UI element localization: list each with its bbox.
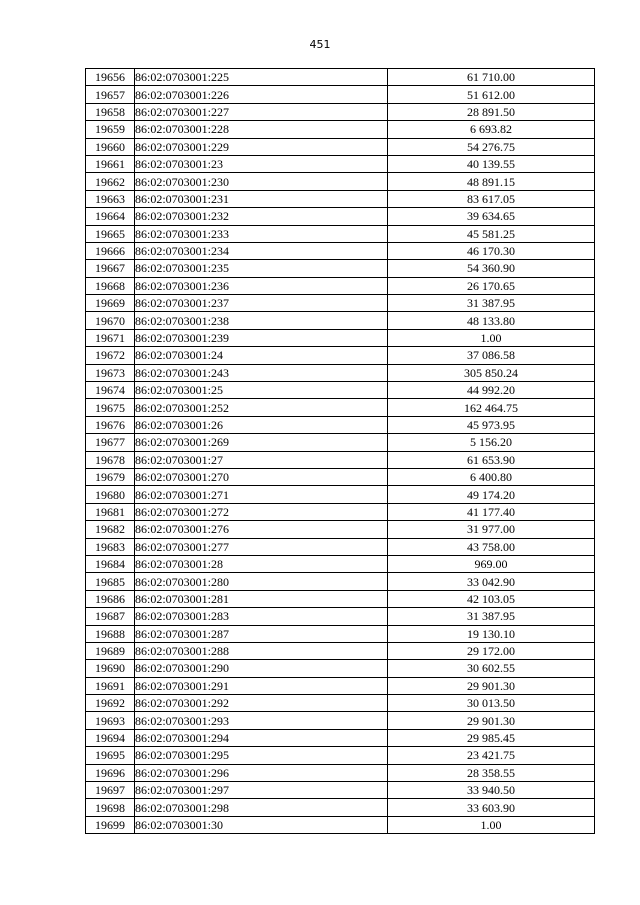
cadastral-number-cell: 86:02:0703001:236 xyxy=(135,277,388,294)
table-row xyxy=(86,416,595,433)
row-number-cell: 19674 xyxy=(86,382,135,399)
table-row xyxy=(86,364,595,381)
table-row xyxy=(86,242,595,259)
row-number-cell: 19661 xyxy=(86,155,135,172)
row-number-cell: 19680 xyxy=(86,486,135,503)
cadastral-number-cell: 86:02:0703001:270 xyxy=(135,468,388,485)
table-row xyxy=(86,382,595,399)
table-row xyxy=(86,521,595,538)
table-row xyxy=(86,468,595,485)
value-cell: 51 612.00 xyxy=(388,86,595,103)
row-number-cell: 19697 xyxy=(86,782,135,799)
row-number-cell: 19681 xyxy=(86,503,135,520)
cadastral-number-cell: 86:02:0703001:298 xyxy=(135,799,388,816)
cadastral-number-cell: 86:02:0703001:277 xyxy=(135,538,388,555)
value-cell: 29 901.30 xyxy=(388,677,595,694)
table-row xyxy=(86,573,595,590)
value-cell: 45 973.95 xyxy=(388,416,595,433)
table-row xyxy=(86,225,595,242)
table-row xyxy=(86,642,595,659)
value-cell: 83 617.05 xyxy=(388,190,595,207)
row-number-cell: 19683 xyxy=(86,538,135,555)
table-row xyxy=(86,764,595,781)
value-cell: 162 464.75 xyxy=(388,399,595,416)
cadastral-number-cell: 86:02:0703001:296 xyxy=(135,764,388,781)
cadastral-number-cell: 86:02:0703001:292 xyxy=(135,695,388,712)
value-cell: 48 891.15 xyxy=(388,173,595,190)
row-number-cell: 19678 xyxy=(86,451,135,468)
value-cell: 54 360.90 xyxy=(388,260,595,277)
value-cell: 48 133.80 xyxy=(388,312,595,329)
cadastral-number-cell: 86:02:0703001:269 xyxy=(135,434,388,451)
value-cell: 969.00 xyxy=(388,555,595,572)
row-number-cell: 19660 xyxy=(86,138,135,155)
value-cell: 33 042.90 xyxy=(388,573,595,590)
value-cell: 54 276.75 xyxy=(388,138,595,155)
value-cell: 33 940.50 xyxy=(388,782,595,799)
table-row xyxy=(86,816,595,833)
row-number-cell: 19671 xyxy=(86,329,135,346)
value-cell: 49 174.20 xyxy=(388,486,595,503)
cadastral-number-cell: 86:02:0703001:294 xyxy=(135,729,388,746)
row-number-cell: 19668 xyxy=(86,277,135,294)
table-row xyxy=(86,347,595,364)
table-row xyxy=(86,451,595,468)
value-cell: 31 387.95 xyxy=(388,295,595,312)
value-cell: 23 421.75 xyxy=(388,747,595,764)
row-number-cell: 19695 xyxy=(86,747,135,764)
table-row xyxy=(86,260,595,277)
table-row xyxy=(86,503,595,520)
cadastral-number-cell: 86:02:0703001:293 xyxy=(135,712,388,729)
cadastral-number-cell: 86:02:0703001:252 xyxy=(135,399,388,416)
table-row xyxy=(86,747,595,764)
row-number-cell: 19656 xyxy=(86,69,135,86)
row-number-cell: 19698 xyxy=(86,799,135,816)
value-cell: 29 172.00 xyxy=(388,642,595,659)
value-cell: 30 013.50 xyxy=(388,695,595,712)
value-cell: 305 850.24 xyxy=(388,364,595,381)
value-cell: 28 358.55 xyxy=(388,764,595,781)
row-number-cell: 19689 xyxy=(86,642,135,659)
value-cell: 26 170.65 xyxy=(388,277,595,294)
cadastral-number-cell: 86:02:0703001:288 xyxy=(135,642,388,659)
table-row xyxy=(86,295,595,312)
table-row xyxy=(86,312,595,329)
value-cell: 6 400.80 xyxy=(388,468,595,485)
cadastral-number-cell: 86:02:0703001:28 xyxy=(135,555,388,572)
row-number-cell: 19690 xyxy=(86,660,135,677)
cadastral-number-cell: 86:02:0703001:276 xyxy=(135,521,388,538)
table-row xyxy=(86,399,595,416)
cadastral-number-cell: 86:02:0703001:290 xyxy=(135,660,388,677)
table-body xyxy=(86,69,595,834)
table-row xyxy=(86,695,595,712)
table-row xyxy=(86,608,595,625)
cadastral-number-cell: 86:02:0703001:23 xyxy=(135,155,388,172)
data-table xyxy=(85,68,595,834)
row-number-cell: 19677 xyxy=(86,434,135,451)
value-cell: 31 387.95 xyxy=(388,608,595,625)
cadastral-number-cell: 86:02:0703001:227 xyxy=(135,103,388,120)
row-number-cell: 19663 xyxy=(86,190,135,207)
table-row xyxy=(86,155,595,172)
value-cell: 45 581.25 xyxy=(388,225,595,242)
row-number-cell: 19659 xyxy=(86,121,135,138)
cadastral-number-cell: 86:02:0703001:225 xyxy=(135,69,388,86)
value-cell: 61 710.00 xyxy=(388,69,595,86)
table-row xyxy=(86,69,595,86)
page-number: 451 xyxy=(309,38,331,51)
row-number-cell: 19664 xyxy=(86,208,135,225)
row-number-cell: 19699 xyxy=(86,816,135,833)
cadastral-number-cell: 86:02:0703001:30 xyxy=(135,816,388,833)
value-cell: 44 992.20 xyxy=(388,382,595,399)
cadastral-number-cell: 86:02:0703001:26 xyxy=(135,416,388,433)
table-row xyxy=(86,329,595,346)
row-number-cell: 19694 xyxy=(86,729,135,746)
value-cell: 29 985.45 xyxy=(388,729,595,746)
value-cell: 43 758.00 xyxy=(388,538,595,555)
table-row xyxy=(86,208,595,225)
row-number-cell: 19667 xyxy=(86,260,135,277)
value-cell: 33 603.90 xyxy=(388,799,595,816)
table-row xyxy=(86,190,595,207)
value-cell: 61 653.90 xyxy=(388,451,595,468)
row-number-cell: 19670 xyxy=(86,312,135,329)
row-number-cell: 19688 xyxy=(86,625,135,642)
table-row xyxy=(86,138,595,155)
row-number-cell: 19666 xyxy=(86,242,135,259)
table-row xyxy=(86,173,595,190)
row-number-cell: 19676 xyxy=(86,416,135,433)
table-row xyxy=(86,625,595,642)
cadastral-number-cell: 86:02:0703001:243 xyxy=(135,364,388,381)
cadastral-number-cell: 86:02:0703001:229 xyxy=(135,138,388,155)
table-row xyxy=(86,86,595,103)
row-number-cell: 19686 xyxy=(86,590,135,607)
value-cell: 40 139.55 xyxy=(388,155,595,172)
cadastral-number-cell: 86:02:0703001:232 xyxy=(135,208,388,225)
cadastral-number-cell: 86:02:0703001:295 xyxy=(135,747,388,764)
cadastral-number-cell: 86:02:0703001:235 xyxy=(135,260,388,277)
value-cell: 42 103.05 xyxy=(388,590,595,607)
value-cell: 46 170.30 xyxy=(388,242,595,259)
row-number-cell: 19665 xyxy=(86,225,135,242)
cadastral-number-cell: 86:02:0703001:27 xyxy=(135,451,388,468)
value-cell: 41 177.40 xyxy=(388,503,595,520)
table-row xyxy=(86,782,595,799)
row-number-cell: 19693 xyxy=(86,712,135,729)
cadastral-number-cell: 86:02:0703001:230 xyxy=(135,173,388,190)
value-cell: 1.00 xyxy=(388,816,595,833)
cadastral-number-cell: 86:02:0703001:239 xyxy=(135,329,388,346)
table-row xyxy=(86,712,595,729)
row-number-cell: 19669 xyxy=(86,295,135,312)
row-number-cell: 19675 xyxy=(86,399,135,416)
value-cell: 1.00 xyxy=(388,329,595,346)
row-number-cell: 19672 xyxy=(86,347,135,364)
row-number-cell: 19692 xyxy=(86,695,135,712)
cadastral-number-cell: 86:02:0703001:226 xyxy=(135,86,388,103)
table-row xyxy=(86,486,595,503)
row-number-cell: 19685 xyxy=(86,573,135,590)
cadastral-number-cell: 86:02:0703001:283 xyxy=(135,608,388,625)
cadastral-number-cell: 86:02:0703001:238 xyxy=(135,312,388,329)
row-number-cell: 19673 xyxy=(86,364,135,381)
cadastral-number-cell: 86:02:0703001:228 xyxy=(135,121,388,138)
table-row xyxy=(86,121,595,138)
value-cell: 39 634.65 xyxy=(388,208,595,225)
value-cell: 31 977.00 xyxy=(388,521,595,538)
row-number-cell: 19691 xyxy=(86,677,135,694)
row-number-cell: 19696 xyxy=(86,764,135,781)
table-row xyxy=(86,434,595,451)
row-number-cell: 19687 xyxy=(86,608,135,625)
cadastral-number-cell: 86:02:0703001:231 xyxy=(135,190,388,207)
value-cell: 5 156.20 xyxy=(388,434,595,451)
table-row xyxy=(86,799,595,816)
row-number-cell: 19684 xyxy=(86,555,135,572)
cadastral-number-cell: 86:02:0703001:234 xyxy=(135,242,388,259)
cadastral-number-cell: 86:02:0703001:271 xyxy=(135,486,388,503)
row-number-cell: 19662 xyxy=(86,173,135,190)
cadastral-number-cell: 86:02:0703001:291 xyxy=(135,677,388,694)
table-row xyxy=(86,660,595,677)
value-cell: 6 693.82 xyxy=(388,121,595,138)
cadastral-number-cell: 86:02:0703001:25 xyxy=(135,382,388,399)
cadastral-number-cell: 86:02:0703001:287 xyxy=(135,625,388,642)
cadastral-number-cell: 86:02:0703001:297 xyxy=(135,782,388,799)
table-row xyxy=(86,277,595,294)
cadastral-number-cell: 86:02:0703001:280 xyxy=(135,573,388,590)
cadastral-number-cell: 86:02:0703001:24 xyxy=(135,347,388,364)
cadastral-number-cell: 86:02:0703001:237 xyxy=(135,295,388,312)
value-cell: 19 130.10 xyxy=(388,625,595,642)
table-row xyxy=(86,538,595,555)
value-cell: 30 602.55 xyxy=(388,660,595,677)
value-cell: 37 086.58 xyxy=(388,347,595,364)
row-number-cell: 19658 xyxy=(86,103,135,120)
table-row xyxy=(86,590,595,607)
table-row xyxy=(86,677,595,694)
table-row xyxy=(86,103,595,120)
table-row xyxy=(86,729,595,746)
table-row xyxy=(86,555,595,572)
value-cell: 28 891.50 xyxy=(388,103,595,120)
cadastral-number-cell: 86:02:0703001:272 xyxy=(135,503,388,520)
row-number-cell: 19682 xyxy=(86,521,135,538)
row-number-cell: 19657 xyxy=(86,86,135,103)
cadastral-number-cell: 86:02:0703001:233 xyxy=(135,225,388,242)
cadastral-number-cell: 86:02:0703001:281 xyxy=(135,590,388,607)
row-number-cell: 19679 xyxy=(86,468,135,485)
value-cell: 29 901.30 xyxy=(388,712,595,729)
